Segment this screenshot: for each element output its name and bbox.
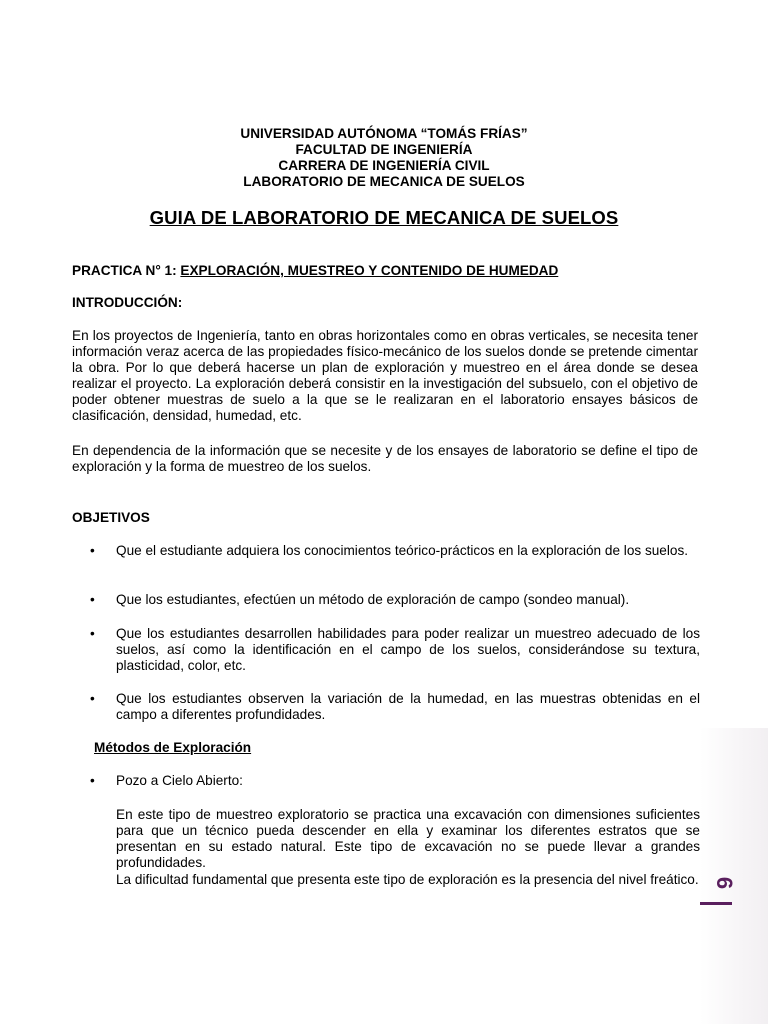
faculty-name: FACULTAD DE INGENIERÍA xyxy=(295,142,473,157)
open-pit-paragraph-1: En este tipo de muestreo exploratorio se practica una excavación con dimensiones suficientes para que un técnico pueda descender en ella y examinar los diferentes estratos que se presentan en su estado natural. Este tipo de excavación no se puede llevar a grandes profundidades. xyxy=(116,807,700,870)
page-number: 6 xyxy=(712,876,737,890)
practice-name: EXPLORACIÓN, MUESTREO Y CONTENIDO DE HUMEDAD xyxy=(180,263,559,278)
bullet-marker: • xyxy=(90,691,95,706)
practice-prefix: PRACTICA N° 1: xyxy=(72,263,177,278)
page-number-rule xyxy=(700,902,732,905)
university-name: UNIVERSIDAD AUTÓNOMA “TOMÁS FRÍAS” xyxy=(240,126,528,141)
objective-item-1: Que el estudiante adquiera los conocimientos teórico-prácticos en la exploración de los suelos. xyxy=(116,543,689,558)
method-item-open-pit: Pozo a Cielo Abierto: xyxy=(116,773,243,788)
methods-heading: Métodos de Exploración xyxy=(94,740,252,755)
objectives-heading: OBJETIVOS xyxy=(72,510,150,525)
laboratory-name: LABORATORIO DE MECANICA DE SUELOS xyxy=(243,174,525,189)
document-title: GUIA DE LABORATORIO DE MECANICA DE SUELOS xyxy=(149,207,619,228)
intro-paragraph-2: En dependencia de la información que se necesite y de los ensayes de laboratorio se define el tipo de exploración y la forma de muestreo de los suelos. xyxy=(72,443,698,474)
bullet-marker: • xyxy=(90,543,95,558)
intro-paragraph-1: En los proyectos de Ingeniería, tanto en obras horizontales como en obras verticales, se necesita tener información veraz acerca de las propiedades físico-mecánico de los suelos donde se pretende cimentar la obra. Por lo que deberá hacerse un plan de exploración y muestreo en el área donde se desea realizar el proyecto. La exploración deberá consistir en la investigación del subsuelo, con el objetivo de poder obtener muestras de suelo a la que se le realizaran en el laboratorio ensayes básicos de clasificación, densidad, humedad, etc. xyxy=(72,328,698,423)
career-name: CARRERA DE INGENIERÍA CIVIL xyxy=(278,158,490,173)
objective-item-3: Que los estudiantes desarrollen habilidades para poder realizar un muestreo adecuado de los suelos, así como la identificación en el campo de los suelos, considerándose su textura, plasticidad, color, etc. xyxy=(116,626,700,673)
practice-heading xyxy=(72,263,558,278)
bullet-marker: • xyxy=(90,626,95,641)
institution-header xyxy=(0,126,768,190)
bullet-marker: • xyxy=(90,592,95,607)
objective-item-4: Que los estudiantes observen la variación de la humedad, en las muestras obtenidas en el campo a diferentes profundidades. xyxy=(116,691,700,722)
bullet-marker: • xyxy=(90,773,95,788)
objective-item-2: Que los estudiantes, efectúen un método de exploración de campo (sondeo manual). xyxy=(116,592,630,607)
intro-heading: INTRODUCCIÓN: xyxy=(72,295,183,310)
open-pit-paragraph-2: La dificultad fundamental que presenta este tipo de exploración es la presencia del nivel freático. xyxy=(116,872,699,887)
